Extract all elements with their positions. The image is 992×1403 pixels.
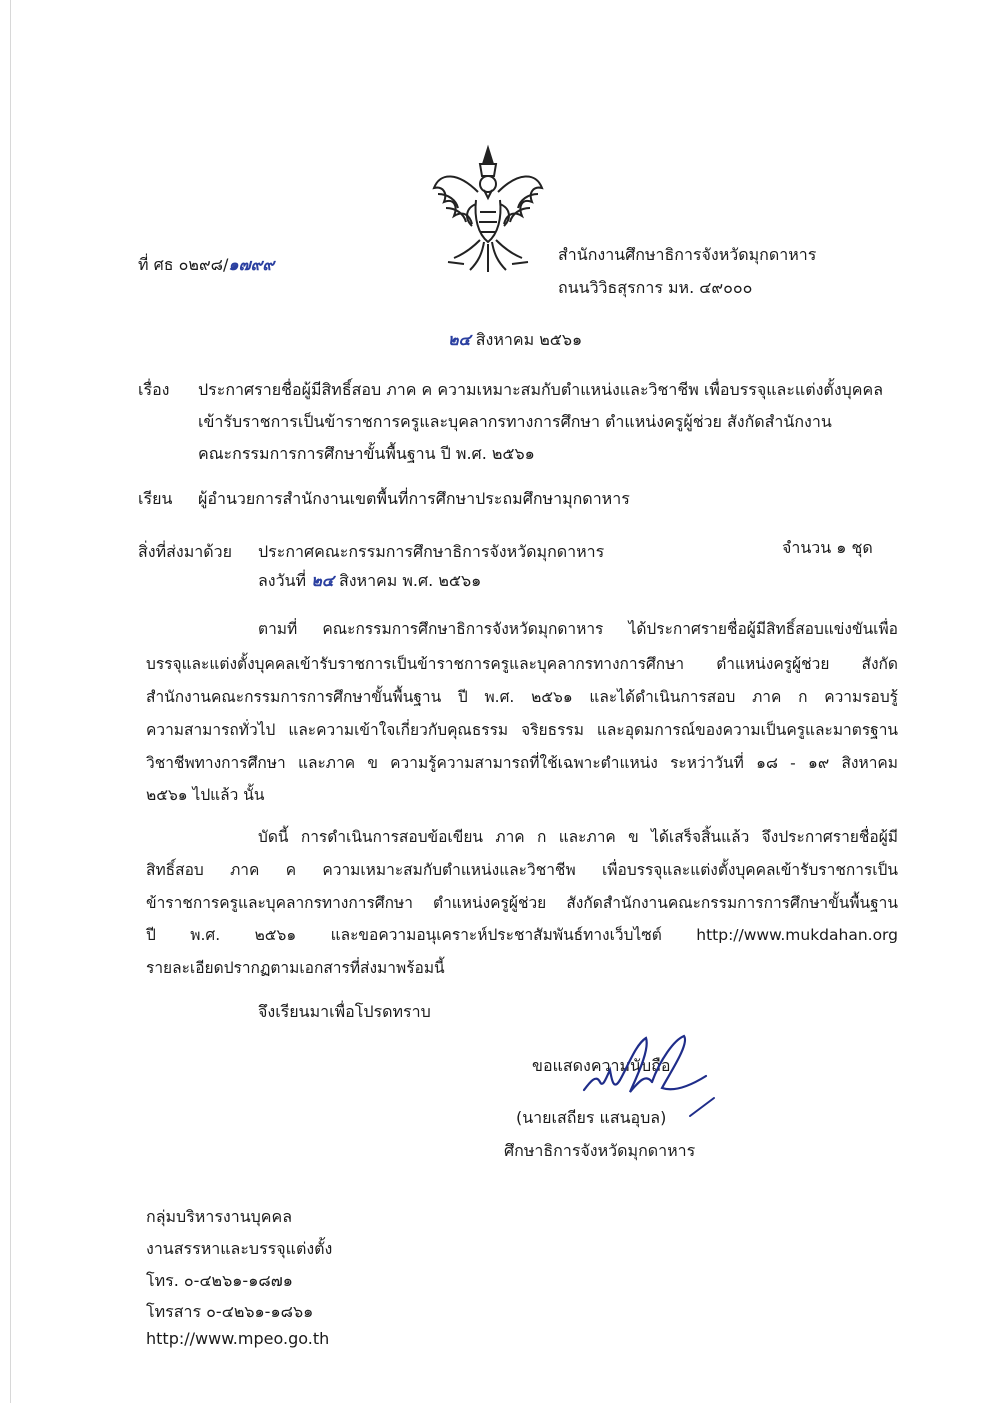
page-edge-line: [10, 0, 11, 1403]
reference-handwritten-number: ๑๗๙๙: [228, 255, 275, 274]
signature-slash-mark: [688, 1096, 716, 1118]
garuda-emblem-icon: [428, 142, 548, 277]
paragraph1-line: ความสามารถทั่วไป และความเข้าใจเกี่ยวกับคุณธรรม จริยธรรม และอุดมการณ์ของความเป็นครูและมาตรฐาน: [146, 721, 898, 739]
enclosure-quantity: จำนวน ๑ ชุด: [782, 538, 873, 557]
subject-line: เข้ารับราชการเป็นข้าราชการครูและบุคลากรทางการศึกษา ตำแหน่งครูผู้ช่วย สังกัดสำนักงาน: [198, 412, 832, 431]
reference-prefix: ที่ ศธ ๐๒๙๘/: [138, 255, 229, 274]
signatory-name: (นายเสถียร แสนอุบล): [516, 1108, 667, 1127]
paragraph2-line: สิทธิ์สอบ ภาค ค ความเหมาะสมกับตำแหน่งและวิชาชีพ เพื่อบรรจุและแต่งตั้งบุคคลเข้ารับราชการเป็น: [146, 861, 898, 879]
reference-number: [138, 253, 274, 278]
paragraph2-line: ข้าราชการครูและบุคลากรทางการศึกษา ตำแหน่งครูผู้ช่วย สังกัดสำนักงานคณะกรรมการการศึกษาขั้นพื้นฐาน: [146, 894, 898, 912]
letter-date: [448, 328, 582, 353]
office-name: สำนักงานศึกษาธิการจังหวัดมุกดาหาร: [558, 245, 817, 264]
subject-line: ประกาศรายชื่อผู้มีสิทธิ์สอบ ภาค ค ความเหมาะสมกับตำแหน่งและวิชาชีพ เพื่อบรรจุและแต่งตั้งบุคคล: [198, 380, 883, 399]
footer-department: กลุ่มบริหารงานบุคคล: [146, 1207, 293, 1226]
closing-text: จึงเรียนมาเพื่อโปรดทราบ: [258, 1002, 431, 1021]
enclosure-date-prefix: ลงวันที่: [258, 571, 307, 590]
footer-section: งานสรรหาและบรรจุแต่งตั้ง: [146, 1239, 333, 1258]
paragraph2-line: บัดนี้ การดำเนินการสอบข้อเขียน ภาค ก และภาค ข ได้เสร็จสิ้นแล้ว จึงประกาศรายชื่อผู้มี: [258, 828, 898, 846]
enclosure-line1: ประกาศคณะกรรมการศึกษาธิการจังหวัดมุกดาหาร: [258, 542, 605, 561]
date-handwritten-day: ๒๔: [448, 330, 471, 349]
subject-label: เรื่อง: [138, 380, 170, 399]
paragraph1-line: ๒๕๖๑ ไปแล้ว นั้น: [146, 786, 265, 804]
date-month-year: สิงหาคม ๒๕๖๑: [475, 330, 583, 349]
footer-phone: โทร. ๐-๔๒๖๑-๑๘๗๑: [146, 1271, 293, 1290]
paragraph1-line: วิชาชีพทางการศึกษา และภาค ข ความรู้ความสามารถที่ใช้เฉพาะตำแหน่ง ระหว่าวันที่ ๑๘ - ๑๙ สิงหาคม: [146, 754, 898, 772]
signature-regards: ขอแสดงความนับถือ: [532, 1056, 671, 1075]
paragraph1-line: บรรจุและแต่งตั้งบุคคลเข้ารับราชการเป็นข้าราชการครูและบุคลากรทางการศึกษา ตำแหน่งครูผู้ช่วย สังกัด: [146, 655, 898, 673]
enclosure-date-suffix: สิงหาคม พ.ศ. ๒๕๖๑: [338, 571, 482, 590]
enclosure-line2: [258, 569, 481, 594]
office-address: ถนนวิวิธสุรการ มห. ๔๙๐๐๐: [558, 278, 753, 297]
recipient-label: เรียน: [138, 489, 173, 508]
paragraph1-line: ตามที่ คณะกรรมการศึกษาธิการจังหวัดมุกดาหาร ได้ประกาศรายชื่อผู้มีสิทธิ์สอบแข่งขันเพื่อ: [258, 620, 898, 638]
footer-website: http://www.mpeo.go.th: [146, 1329, 330, 1348]
paragraph2-line: รายละเอียดปรากฏตามเอกสารที่ส่งมาพร้อมนี้: [146, 959, 445, 977]
signatory-position: ศึกษาธิการจังหวัดมุกดาหาร: [504, 1141, 696, 1160]
footer-fax: โทรสาร ๐-๔๒๖๑-๑๘๖๑: [146, 1302, 314, 1321]
recipient-text: ผู้อำนวยการสำนักงานเขตพื้นที่การศึกษาประถมศึกษามุกดาหาร: [198, 489, 630, 508]
paragraph2-line: ปี พ.ศ. ๒๕๖๑ และขอความอนุเคราะห์ประชาสัมพันธ์ทางเว็บไซต์ http://www.mukdahan.org: [146, 926, 898, 944]
subject-line: คณะกรรมการการศึกษาขั้นพื้นฐาน ปี พ.ศ. ๒๕๖๑: [198, 444, 535, 463]
enclosure-label: สิ่งที่ส่งมาด้วย: [138, 542, 232, 561]
paragraph1-line: สำนักงานคณะกรรมการการศึกษาขั้นพื้นฐาน ปี พ.ศ. ๒๕๖๑ และได้ดำเนินการสอบ ภาค ก ความรอบรู้: [146, 688, 898, 706]
enclosure-handwritten-day: ๒๔: [311, 571, 334, 590]
